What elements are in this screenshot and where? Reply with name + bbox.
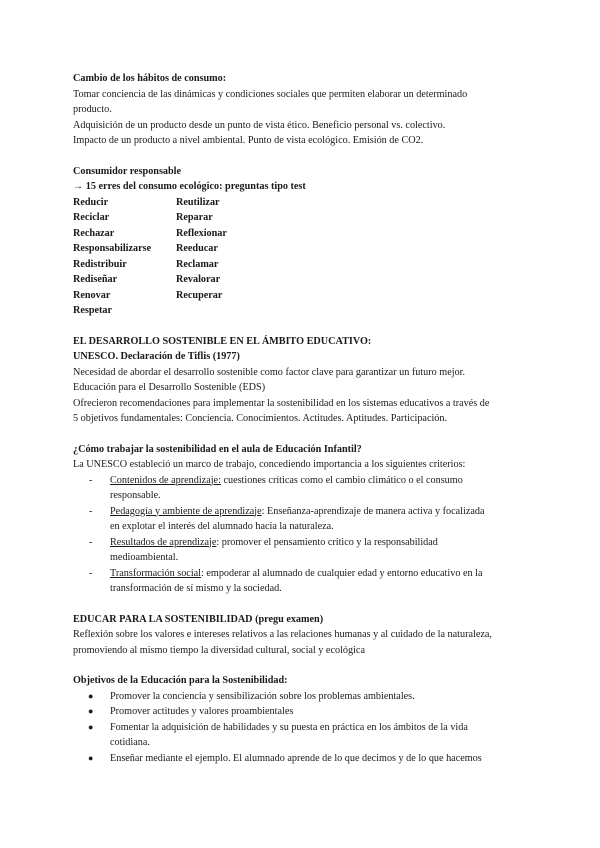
list-item <box>73 566 543 597</box>
section-subheading: UNESCO. Declaración de Tiflis (1977) <box>73 351 240 362</box>
paragraph-line: Reflexión sobre los valores e intereses relativos a las relaciones humanas y al cuidado de la naturaleza, <box>73 629 492 640</box>
criterion-text: en explotar el interés del alumnado hacia la naturaleza. <box>110 521 334 532</box>
r-word-row <box>73 226 543 242</box>
r-word: Renovar <box>73 289 111 301</box>
bullet-marker: ● <box>88 690 94 701</box>
list-item <box>73 535 543 566</box>
r-word: Redistribuir <box>73 258 127 270</box>
criterion-term: Contenidos de aprendizaje: <box>110 474 221 486</box>
criterion-term: Transformación social <box>110 567 202 579</box>
objective-text: Fomentar la adquisición de habilidades y su puesta en práctica en los ámbitos de la vida <box>110 721 468 733</box>
spacer <box>73 427 543 442</box>
spacer <box>73 319 543 334</box>
bullet-marker: ● <box>88 721 94 732</box>
r-word: Revalorar <box>176 274 221 285</box>
r-word: Rechazar <box>73 227 115 239</box>
section-heading: ¿Cómo trabajar la sostenibilidad en el aula de Educación Infantil? <box>73 443 362 455</box>
list-item <box>73 704 543 720</box>
r-word-row <box>73 195 543 211</box>
spacer <box>73 658 543 673</box>
objective-text: cotidiana. <box>110 737 150 748</box>
section-responsible-consumer <box>73 164 543 319</box>
list-item <box>73 504 543 535</box>
paragraph-line: Adquisición de un producto desde un punto de vista ético. Beneficio personal vs. colectivo. <box>73 119 446 131</box>
r-word: Responsabilizarse <box>73 243 152 254</box>
list-item <box>73 473 543 504</box>
r-word-row <box>73 272 543 288</box>
spacer <box>73 149 543 164</box>
r-word-row <box>73 241 543 257</box>
dash-marker: - <box>89 567 93 579</box>
objective-text: Promover la conciencia y sensibilización sobre los problemas ambientales. <box>110 690 415 702</box>
section-heading: Consumidor responsable <box>73 165 182 177</box>
r-word: Reeducar <box>176 243 218 254</box>
list-item <box>73 751 543 767</box>
criterion-text: transformación de sí mismo y la sociedad. <box>110 583 282 594</box>
objective-text: Enseñar mediante el ejemplo. El alumnado aprende de lo que decimos y de lo que hacemos <box>110 752 482 764</box>
section-heading: EDUCAR PARA LA SOSTENIBILIDAD (pregu examen) <box>73 613 324 625</box>
section-heading: Cambio de los hábitos de consumo: <box>73 73 227 84</box>
r-word-row <box>73 257 543 273</box>
criterion-term: Pedagogía y ambiente de aprendizaje <box>110 505 262 517</box>
r-word: Respetar <box>73 305 113 316</box>
list-item <box>73 689 543 705</box>
criterion-text: responsable. <box>110 490 161 501</box>
criterion-text: : promover el pensamiento crítico y la responsabilidad <box>216 536 438 548</box>
dash-marker: - <box>89 505 93 517</box>
objectives-list <box>73 689 543 767</box>
r-word: Reducir <box>73 196 109 208</box>
bullet-marker: ● <box>88 706 94 716</box>
section-heading: EL DESARROLLO SOSTENIBLE EN EL ÁMBITO EDUCATIVO: <box>73 335 372 347</box>
criterion-text: medioambiental. <box>110 552 179 563</box>
paragraph-line: producto. <box>73 104 112 115</box>
bullet-marker: ● <box>88 752 94 763</box>
criterion-term: Resultados de aprendizaje <box>110 536 217 548</box>
section-educate-sustainability <box>73 612 543 659</box>
r-word: Reclamar <box>176 258 219 270</box>
r-word-row <box>73 303 543 319</box>
section-heading: Objetivos de la Educación para la Sostenibilidad: <box>73 675 288 686</box>
r-word: Recuperar <box>176 289 223 301</box>
r-word-row <box>73 210 543 226</box>
paragraph-line: La UNESCO estableció un marco de trabajo, concediendo importancia a los siguientes criterios: <box>73 459 466 470</box>
section-classroom-sustainability <box>73 442 543 597</box>
section-consumption-habits <box>73 71 543 149</box>
section-objectives <box>73 673 543 766</box>
spacer <box>73 597 543 612</box>
paragraph-line: 5 objetivos fundamentales: Conciencia. Conocimientos. Actitudes. Aptitudes. Participación. <box>73 413 448 424</box>
paragraph-line: promoviendo al mismo tiempo la diversidad cultural, social y ecológica <box>73 644 365 656</box>
r-word: Reciclar <box>73 212 110 223</box>
paragraph-line: Tomar conciencia de las dinámicas y condiciones sociales que permiten elaborar un determinado <box>73 88 468 100</box>
criterion-text: : Enseñanza-aprendizaje de manera activa y focalizada <box>261 505 485 517</box>
r-word-row <box>73 288 543 304</box>
paragraph-line: Impacto de un producto a nivel ambiental. Punto de vista ecológico. Emisión de CO2. <box>73 135 424 146</box>
paragraph-line: Ofrecieron recomendaciones para implementar la sostenibilidad en los sistemas educativos a través de <box>73 397 490 409</box>
criterion-text: : empoderar al alumnado de cualquier edad y entorno educativo en la <box>201 567 483 579</box>
dash-marker: - <box>89 536 93 548</box>
r-word: Reparar <box>176 212 213 223</box>
criterion-text: cuestiones críticas como el cambio climático o el consumo <box>220 474 463 486</box>
criteria-list <box>73 473 543 597</box>
r-word: Reutilizar <box>176 196 220 208</box>
paragraph-line: Educación para el Desarrollo Sostenible (EDS) <box>73 382 266 393</box>
list-item <box>73 720 543 751</box>
section-sustainable-development <box>73 334 543 427</box>
document-page <box>73 71 543 766</box>
objective-text: Promover actitudes y valores proambientales <box>110 706 294 717</box>
paragraph-line: Necesidad de abordar el desarrollo sostenible como factor clave para garantizar un futuro mejor. <box>73 366 466 378</box>
r-word: Reflexionar <box>176 227 227 239</box>
r-word: Rediseñar <box>73 274 118 285</box>
section-subheading: → 15 erres del consumo ecológico: preguntas tipo test <box>73 181 306 192</box>
dash-marker: - <box>89 474 93 486</box>
